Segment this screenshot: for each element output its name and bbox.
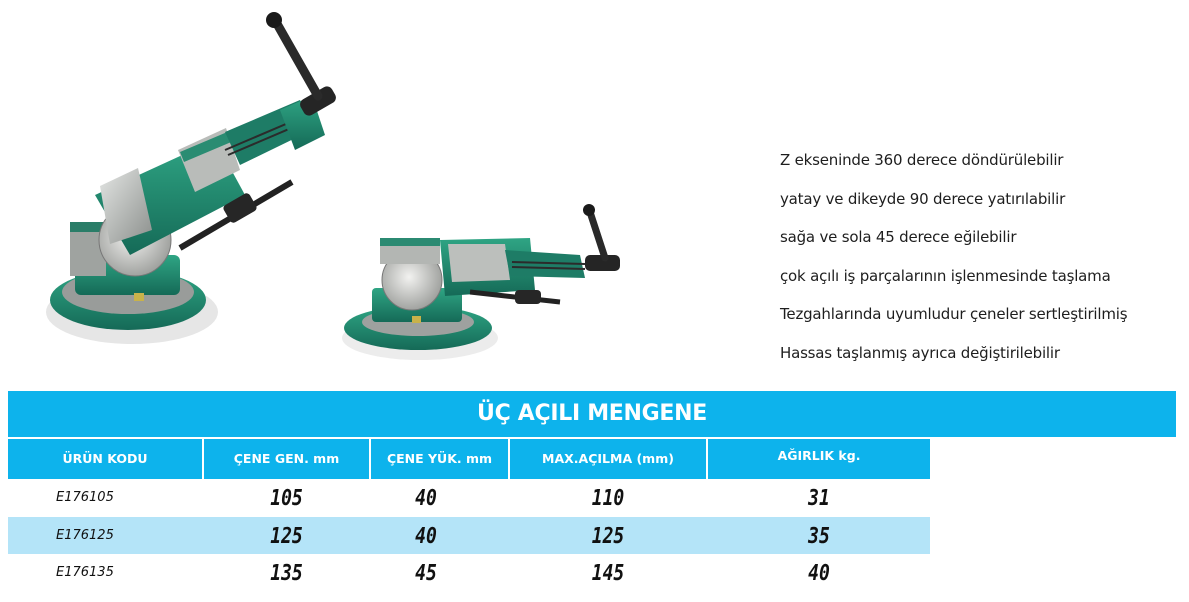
header-cene-yuk: ÇENE YÜK. mm [371,439,508,479]
table-row [8,554,930,592]
jaw-height: 45 [415,561,437,587]
header-max-acilma: MAX.AÇILMA (mm) [510,439,706,479]
table-row [8,517,930,555]
jaw-width: 135 [270,561,303,587]
feature-line: Tezgahlarında uyumludur çeneler sertleştirilmiş [780,305,1128,324]
feature-line: sağa ve sola 45 derece eğilebilir [780,228,1017,247]
product-photos [0,0,760,380]
table-header-row [8,439,930,479]
vise-tilted-product-image [46,12,338,344]
header-cene-gen: ÇENE GEN. mm [204,439,369,479]
header-agirlik: AĞIRLIK kg. [708,439,930,479]
max-opening: 110 [591,486,625,511]
feature-line: çok açılı iş parçalarının işlenmesinde taşlama [780,266,1111,285]
jaw-height: 40 [415,486,437,511]
weight: 31 [808,486,830,511]
table-title: ÜÇ AÇILI MENGENE [8,391,1176,437]
feature-line: Hassas taşlanmış ayrıca değiştirilebilir [780,343,1060,362]
weight: 35 [808,523,830,549]
table-row [8,479,930,517]
header-urun-kodu: ÜRÜN KODU [8,439,202,479]
product-code: E176135 [56,565,114,581]
weight: 40 [808,561,830,587]
jaw-width: 125 [270,523,303,549]
feature-line: Z ekseninde 360 derece döndürülebilir [780,151,1064,169]
product-code: E176125 [56,527,114,543]
feature-list [780,145,1180,377]
feature-line: yatay ve dikeyde 90 derece yatırılabilir [780,189,1066,208]
max-opening: 145 [591,561,625,587]
product-code: E176105 [56,490,114,505]
vise-flat-product-image [342,204,620,360]
max-opening: 125 [591,523,625,549]
jaw-height: 40 [415,523,437,549]
table-body [8,479,930,592]
jaw-width: 105 [270,486,303,511]
